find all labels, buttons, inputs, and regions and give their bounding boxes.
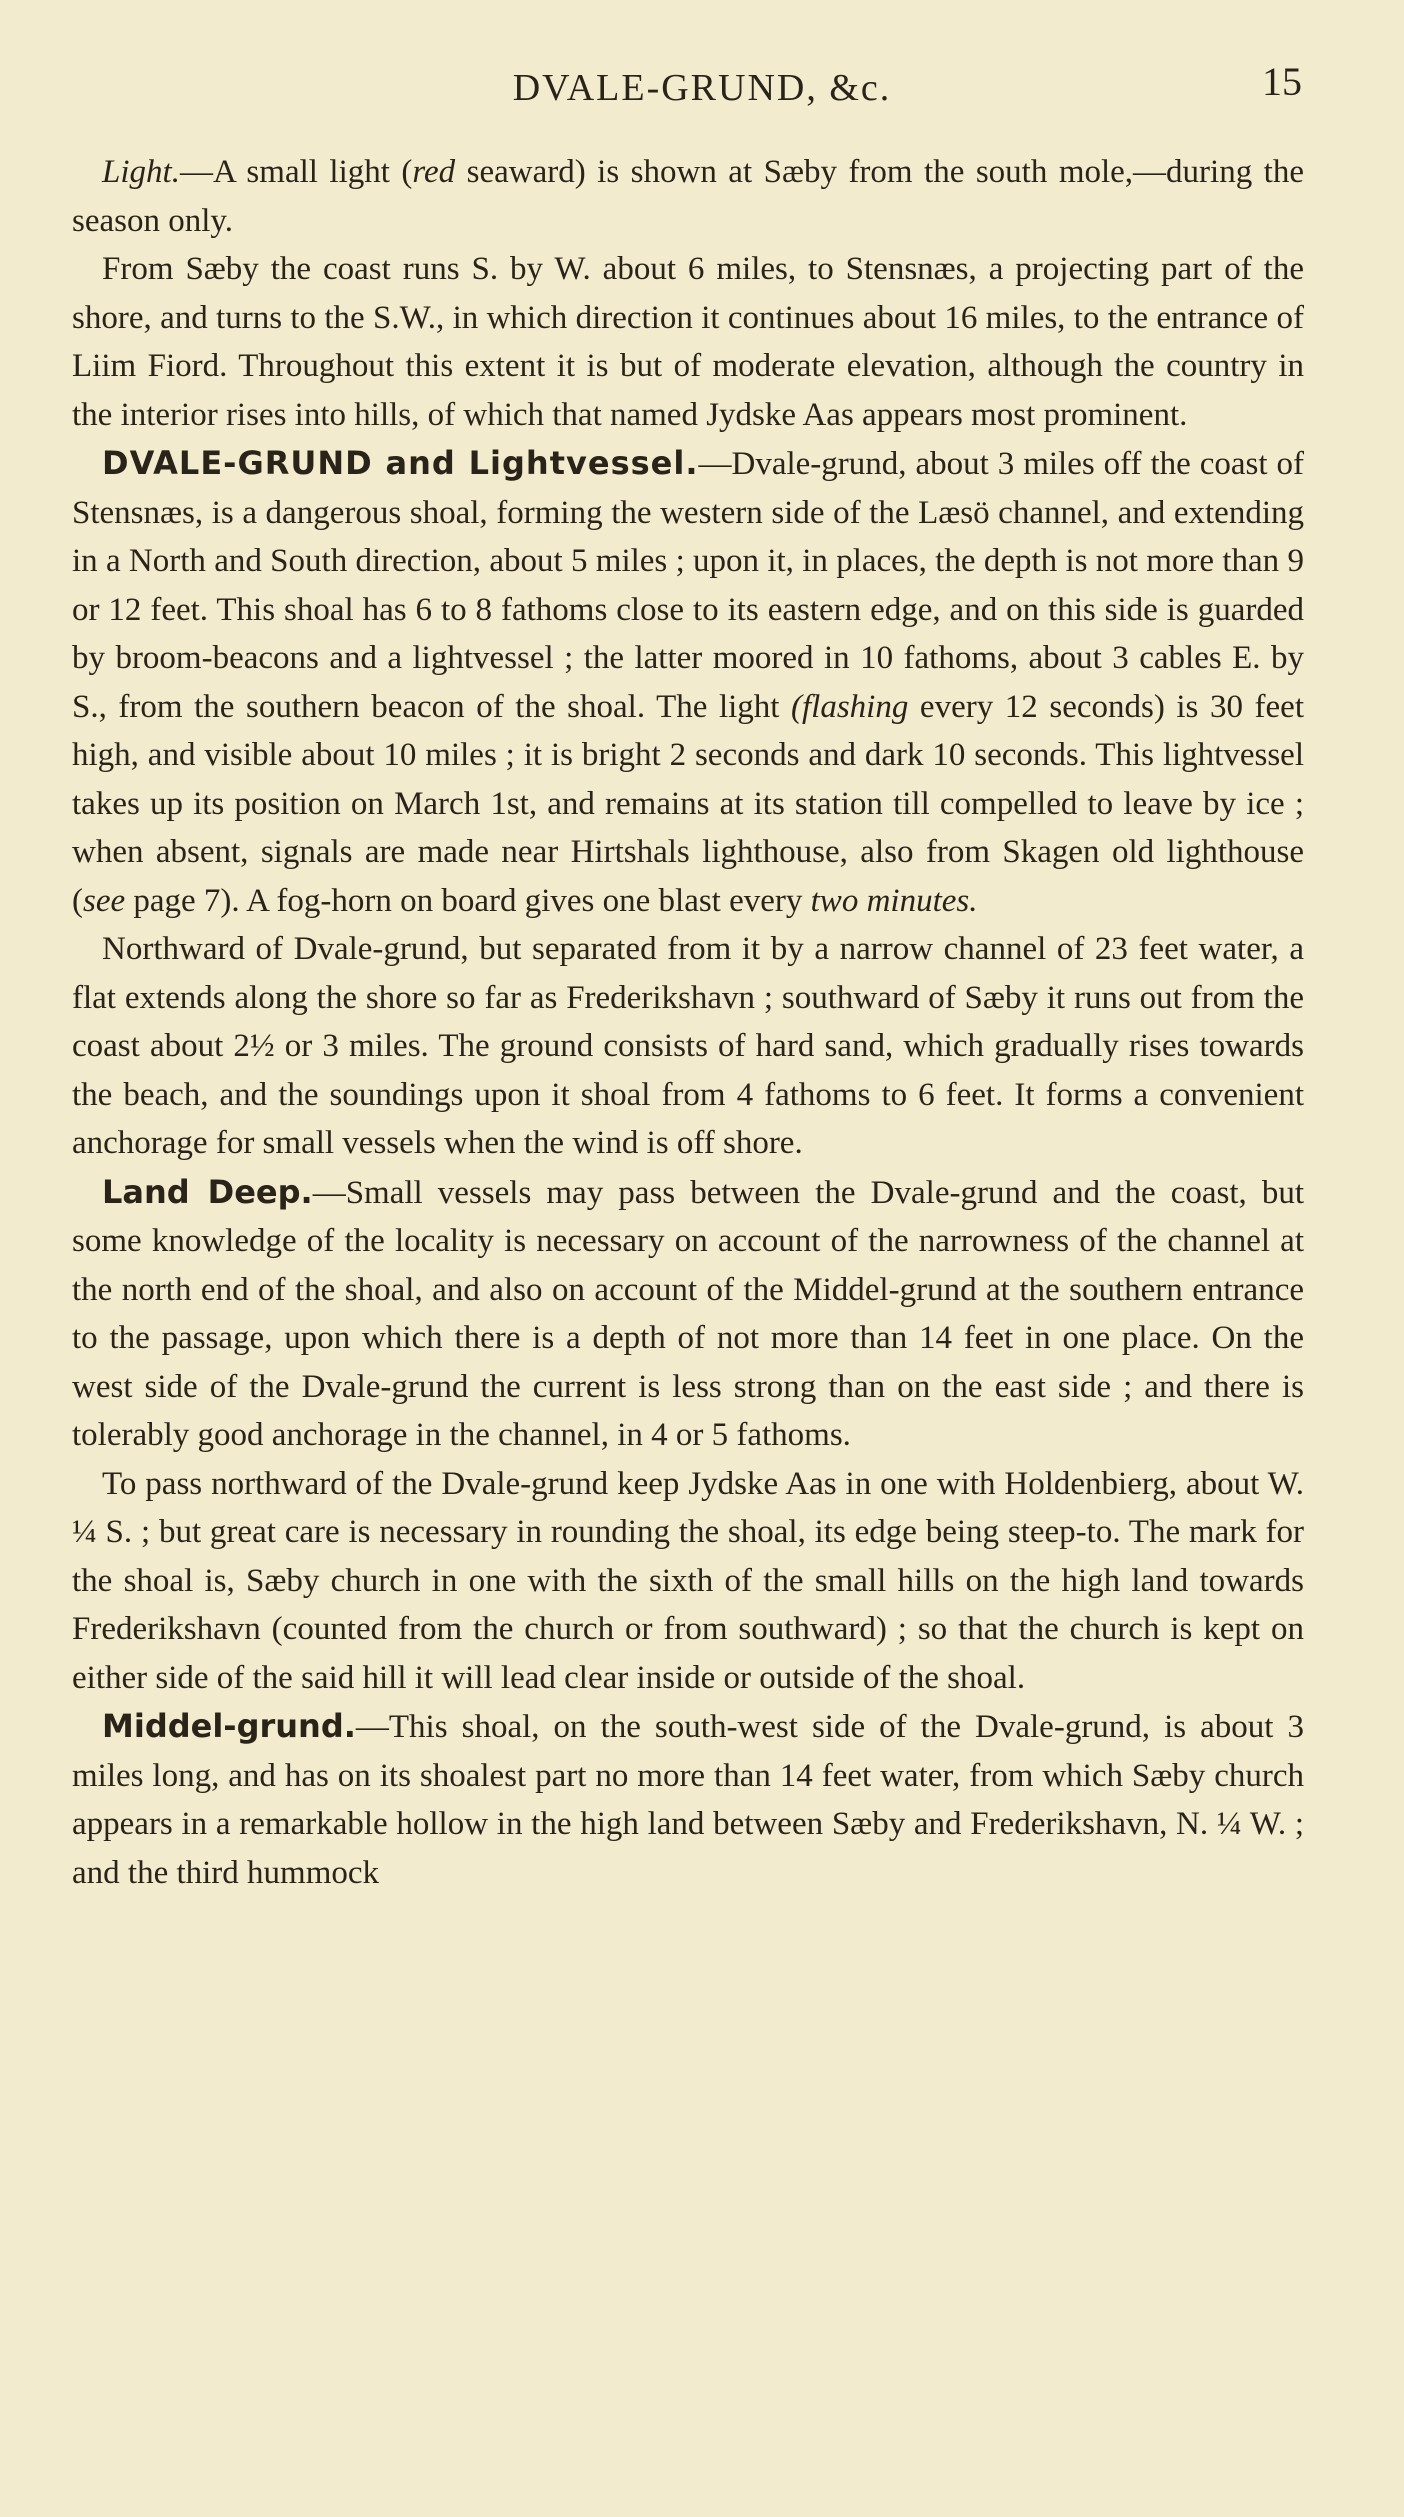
section-heading-land-deep: Land Deep.: [102, 1172, 313, 1211]
paragraph-text: seaward) is shown at Sæby from the south mole,—during the season only.: [72, 154, 1305, 239]
body-text: [72, 148, 1304, 1897]
paragraph-text: every 12 seconds) is 30 feet high, and visible about 10 miles ; it is bright 2 seconds and dark 10 seconds. This lightvessel takes up its position on March 1st, and remains at its station till compelled to leave by ice ; when absent, signals are made near Hirtshals lighthouse, also from Skagen old lighthouse (: [72, 688, 1304, 919]
paragraph-passing-north: To pass northward of the Dvale-grund keep Jydske Aas in one with Holdenbierg, about W. ¼ S. ; but great care is necessary in rounding the shoal, its edge being steep-to. The mark for the shoal is, Sæby church in one with the sixth of the small hills on the high land towards Frederikshavn (counted from the church or from southward) ; so that the church is kept on either side of the said hill it will lead clear inside or outside of the shoal.: [72, 1465, 1304, 1696]
paragraph-text: —Small vessels may pass between the Dvale-grund and the coast, but some knowledge of the locality is necessary on account of the narrowness of the channel at the north end of the shoal, and also on account of the Middel-grund at the southern entrance to the passage, upon which there is a depth of not more than 14 feet in one place. On the west side of the Dvale-grund the current is less strong than on the east side ; and there is tolerably good anchorage in the channel, in 4 or 5 fathoms.: [72, 1174, 1305, 1453]
paragraph-text: —Dvale-grund, about 3 miles off the coast of Stensnæs, is a dangerous shoal, forming the western side of the Læsö channel, and extending in a North and South direction, about 5 miles ; upon it, in places, the depth is not more than 9 or 12 feet. This shoal has 6 to 8 fathoms close to its eastern edge, and on this side is guarded by broom-beacons and a lightvessel ; the latter moored in 10 fathoms, about 3 cables E. by S., from the southern beacon of the shoal. The light: [72, 446, 1305, 725]
paragraph-text: page 7). A fog-horn on board gives one blast every: [125, 882, 811, 919]
paragraph-middel-grund: [72, 1702, 1304, 1897]
paragraph-flat: Northward of Dvale-grund, but separated from it by a narrow channel of 23 feet water, a flat extends along the shore so far as Frederikshavn ; southward of Sæby it runs out from the coast about 2½ or 3 miles. The ground consists of hard sand, which gradually rises towards the beach, and the soundings upon it shoal from 4 fathoms to 6 feet. It forms a convenient anchorage for small vessels when the wind is off shore.: [72, 931, 1304, 1161]
italic-term: (flashing: [791, 688, 909, 725]
italic-term: see: [83, 882, 126, 919]
paragraph-text: —A small light (: [179, 154, 413, 190]
section-heading-dvale-grund: DVALE-GRUND and Lightvessel.: [102, 444, 699, 482]
section-heading-middel-grund: Middel-grund.: [102, 1707, 356, 1745]
light-heading: Light.: [102, 154, 180, 190]
paragraph-light: [72, 148, 1304, 245]
paragraph-coast: From Sæby the coast runs S. by W. about 6 miles, to Stensnæs, a projecting part of the shore, and turns to the S.W., in which direction it continues about 16 miles, to the entrance of Liim Fiord. Throughout this extent it is but of moderate elevation, although the country in the interior rises into hills, of which that named Jydske Aas appears most prominent.: [72, 251, 1304, 433]
paragraph-dvale-grund: [72, 439, 1304, 925]
italic-term: two minutes.: [810, 882, 978, 919]
page-number: 15: [1262, 59, 1302, 104]
running-title: DVALE-GRUND, &c.: [512, 67, 892, 109]
paragraph-land-deep: [72, 1168, 1304, 1460]
italic-term: red: [412, 154, 456, 190]
paragraph-text: —This shoal, on the south-west side of the Dvale-grund, is about 3 miles long, and has on its shoalest part no more than 14 feet water, from which Sæby church appears in a remarkable hollow in the high land between Sæby and Frederikshavn, N. ¼ W. ; and the third hummock: [72, 1709, 1304, 1891]
